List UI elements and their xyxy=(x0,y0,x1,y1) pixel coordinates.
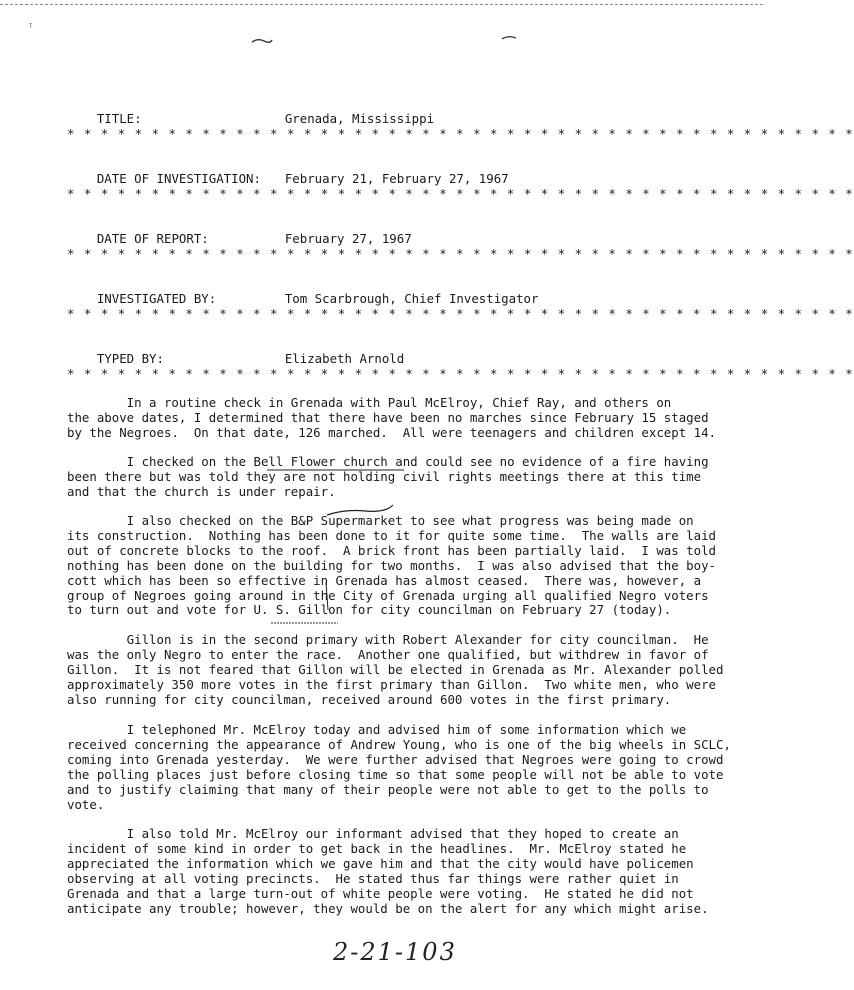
investigated-by-label: INVESTIGATED BY: xyxy=(96,291,217,306)
text-line: nothing has been done on the building for two months. I was also advised that the boy- xyxy=(67,557,717,573)
date-of-investigation-value: February 21, February 27, 1967 xyxy=(284,171,509,186)
text-line: its construction. Nothing has been done to it for quite some time. The walls are laid xyxy=(67,527,717,543)
pen-mark xyxy=(250,36,274,46)
text-line: vote. xyxy=(67,796,105,812)
text-line: anticipate any trouble; however, they would be on the alert for any which might arise. xyxy=(67,900,709,916)
paragraph xyxy=(67,633,727,708)
text-line: I also checked on the B&P Supermarket to see what progress was being made on xyxy=(67,513,694,528)
paragraph xyxy=(67,827,727,916)
separator-line: * * * * * * * * * * * * * * * * * * * * * * * * * * * * * * * * * * * * * * * * * * * * * * * xyxy=(67,366,854,381)
text-line: group of Negroes going around in the City of Grenada urging all qualified Negro voters xyxy=(67,587,709,603)
separator-line: * * * * * * * * * * * * * * * * * * * * * * * * * * * * * * * * * * * * * * * * * * * * * * * xyxy=(67,246,854,261)
text-line: Gillon. It is not feared that Gillon will be elected in Grenada as Mr. Alexander polled xyxy=(67,661,724,677)
text-line: I telephoned Mr. McElroy today and advised him of some information which we xyxy=(67,722,687,737)
paragraph xyxy=(67,396,727,441)
text-line: appreciated the information which we gave him and that the city would have policemen xyxy=(67,855,694,871)
title-value: Grenada, Mississippi xyxy=(284,111,435,126)
investigated-by-value: Tom Scarbrough, Chief Investigator xyxy=(284,291,539,306)
text-line: also running for city councilman, received around 600 votes in the first primary. xyxy=(67,691,672,707)
text-line: the above dates, I determined that there have been no marches since February 15 staged xyxy=(67,409,709,425)
text-line: the polling places just before closing time so that some people will not be able to vote xyxy=(67,766,724,782)
date-of-investigation-label: DATE OF INVESTIGATION: xyxy=(96,171,261,186)
handwritten-mark xyxy=(318,580,334,612)
pen-mark xyxy=(500,34,518,42)
separator-line: * * * * * * * * * * * * * * * * * * * * * * * * * * * * * * * * * * * * * * * * * * * * * * * xyxy=(67,306,854,321)
typed-by-label: TYPED BY: xyxy=(96,351,164,366)
separator-line: * * * * * * * * * * * * * * * * * * * * * * * * * * * * * * * * * * * * * * * * * * * * * * * xyxy=(67,126,854,141)
separator-line: * * * * * * * * * * * * * * * * * * * * * * * * * * * * * * * * * * * * * * * * * * * * * * * xyxy=(67,186,854,201)
text-line: I checked on the Bell Flower church and could see no evidence of a fire having xyxy=(67,454,709,469)
typed-by-value: Elizabeth Arnold xyxy=(284,351,405,366)
text-line: observing at all voting precincts. He stated thus far things were rather quiet in xyxy=(67,870,679,886)
paragraph xyxy=(67,722,731,812)
handwritten-underline xyxy=(270,620,340,626)
text-line: was the only Negro to enter the race. Another one qualified, but withdrew in favor of xyxy=(67,646,709,662)
scan-speck: ᵎ xyxy=(27,20,34,33)
text-line: Gillon is in the second primary with Robert Alexander for city councilman. He xyxy=(67,632,709,647)
text-line: I also told Mr. McElroy our informant advised that they hoped to create an xyxy=(67,826,679,841)
text-line: out of concrete blocks to the roof. A brick front has been partially laid. I was told xyxy=(67,542,717,558)
text-line: been there but was told they are not holding civil rights meetings there at this time xyxy=(67,468,702,484)
text-line: approximately 350 more votes in the first primary than Gillon. Two white men, who were xyxy=(67,676,717,692)
text-line: and that the church is under repair. xyxy=(67,483,336,499)
date-of-report-value: February 27, 1967 xyxy=(284,231,412,246)
paragraph xyxy=(67,455,727,500)
text-line: received concerning the appearance of Andrew Young, who is one of the big wheels in SCLC, xyxy=(67,736,731,752)
text-line: incident of some kind in order to get back in the headlines. Mr. McElroy stated he xyxy=(67,840,687,856)
scan-top-edge xyxy=(0,4,763,5)
text-line: Grenada and that a large turn-out of white people were voting. He stated he did not xyxy=(67,885,694,901)
handwritten-mark xyxy=(325,503,395,519)
text-line: to turn out and vote for U. S. Gillon for city councilman on February 27 (today). xyxy=(67,602,672,618)
date-of-report-label: DATE OF REPORT: xyxy=(96,231,209,246)
handwritten-file-number: 2-21-103 xyxy=(333,938,457,966)
text-line: In a routine check in Grenada with Paul McElroy, Chief Ray, and others on xyxy=(67,395,672,410)
text-line: coming into Grenada yesterday. We were further advised that Negroes were going to crowd xyxy=(67,751,724,767)
handwritten-underline xyxy=(266,467,406,473)
text-line: and to justify claiming that many of their people were not able to get to the polls to xyxy=(67,781,709,797)
text-line: by the Negroes. On that date, 126 marched. All were teenagers and children except 14. xyxy=(67,424,717,440)
paragraph xyxy=(67,514,727,618)
text-line: cott which has been so effective in Grenada has almost ceased. There was, however, a xyxy=(67,572,702,588)
title-label: TITLE: xyxy=(96,111,142,126)
